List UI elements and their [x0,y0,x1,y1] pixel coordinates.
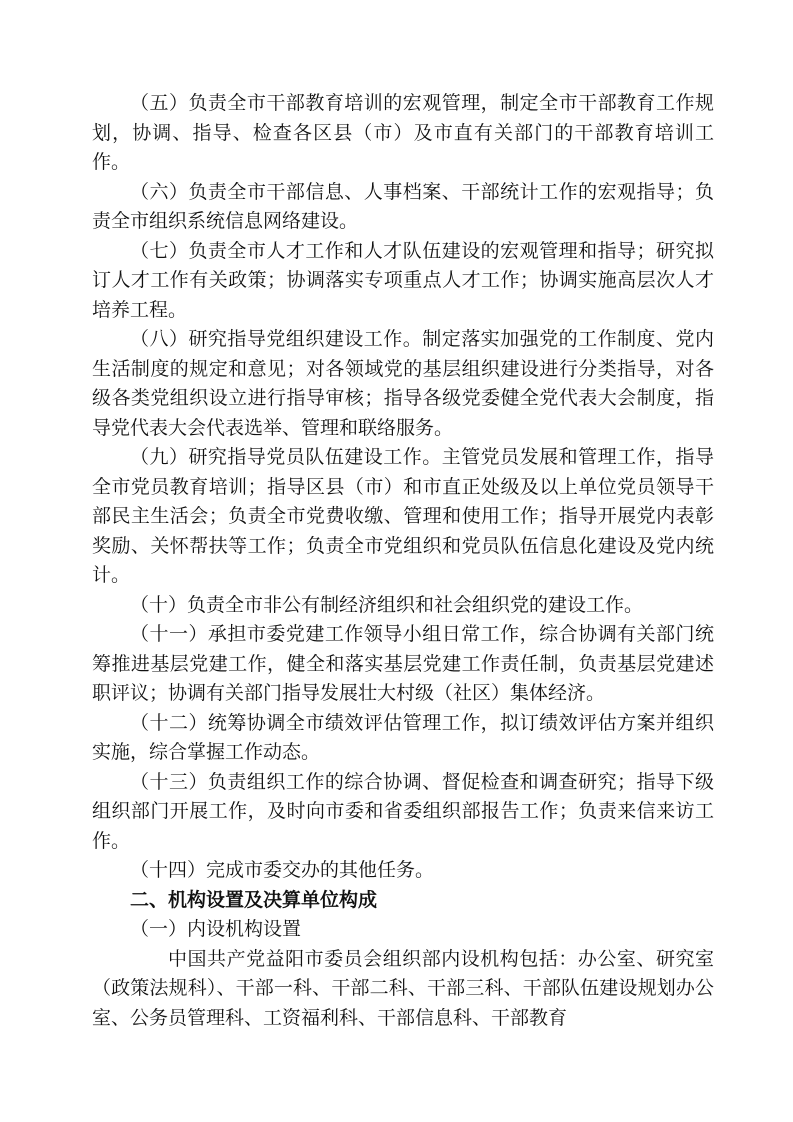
section-heading: 二、机构设置及决算单位构成 [130,888,378,911]
paragraph-item-8: （八）研究指导党组织建设工作。制定落实加强党的工作制度、党内生活制度的规定和意见；对各领域党的基层组织建设进行分类指导，对各级各类党组织设立进行指导审核；指导各级党委健全党代表大会制度，指导党代表大会代表选举、管理和联络服务。 [92,328,714,439]
body-paragraph: 中国共产党益阳市委员会组织部内设机构包括：办公室、研究室（政策法规科）、干部一科、干部二科、干部三科、干部队伍建设规划办公室、公务员管理科、工资福利科、干部信息科、干部教育 [92,947,714,1029]
document-body [92,89,714,1033]
paragraph-item-6: （六）负责全市干部信息、人事档案、干部统计工作的宏观指导；负责全市组织系统信息网络建设。 [92,180,714,232]
paragraph-item-14: （十四）完成市委交办的其他任务。 [130,859,435,881]
subsection-heading: （一）内设机构设置 [130,918,302,940]
paragraph-item-11: （十一）承担市委党建工作领导小组日常工作，综合协调有关部门统筹推进基层党建工作，健全和落实基层党建工作责任制，负责基层党建述职评议；协调有关部门指导发展壮大村级（社区）集体经济。 [92,623,714,704]
paragraph-item-7: （七）负责全市人才工作和人才队伍建设的宏观管理和指导；研究拟订人才工作有关政策；协调落实专项重点人才工作；协调实施高层次人才培养工程。 [92,239,714,321]
paragraph-item-9: （九）研究指导党员队伍建设工作。主管党员发展和管理工作，指导全市党员教育培训；指导区县（市）和市直正处级及以上单位党员领导干部民主生活会；负责全市党费收缴、管理和使用工作；指导开展党内表彰奖励、关怀帮扶等工作；负责全市党组织和党员队伍信息化建设及党内统计。 [92,446,714,586]
paragraph-item-13: （十三）负责组织工作的综合协调、督促检查和调查研究；指导下级组织部门开展工作，及时向市委和省委组织部报告工作；负责来信来访工作。 [92,770,714,852]
paragraph-item-12: （十二）统筹协调全市绩效评估管理工作，拟订绩效评估方案并组织实施，综合掌握工作动态。 [92,711,714,763]
paragraph-item-10: （十）负责全市非公有制经济组织和社会组织党的建设工作。 [130,593,644,616]
paragraph-item-5: （五）负责全市干部教育培训的宏观管理，制定全市干部教育工作规划，协调、指导、检查各区县（市）及市直有关部门的干部教育培训工作。 [92,92,714,173]
